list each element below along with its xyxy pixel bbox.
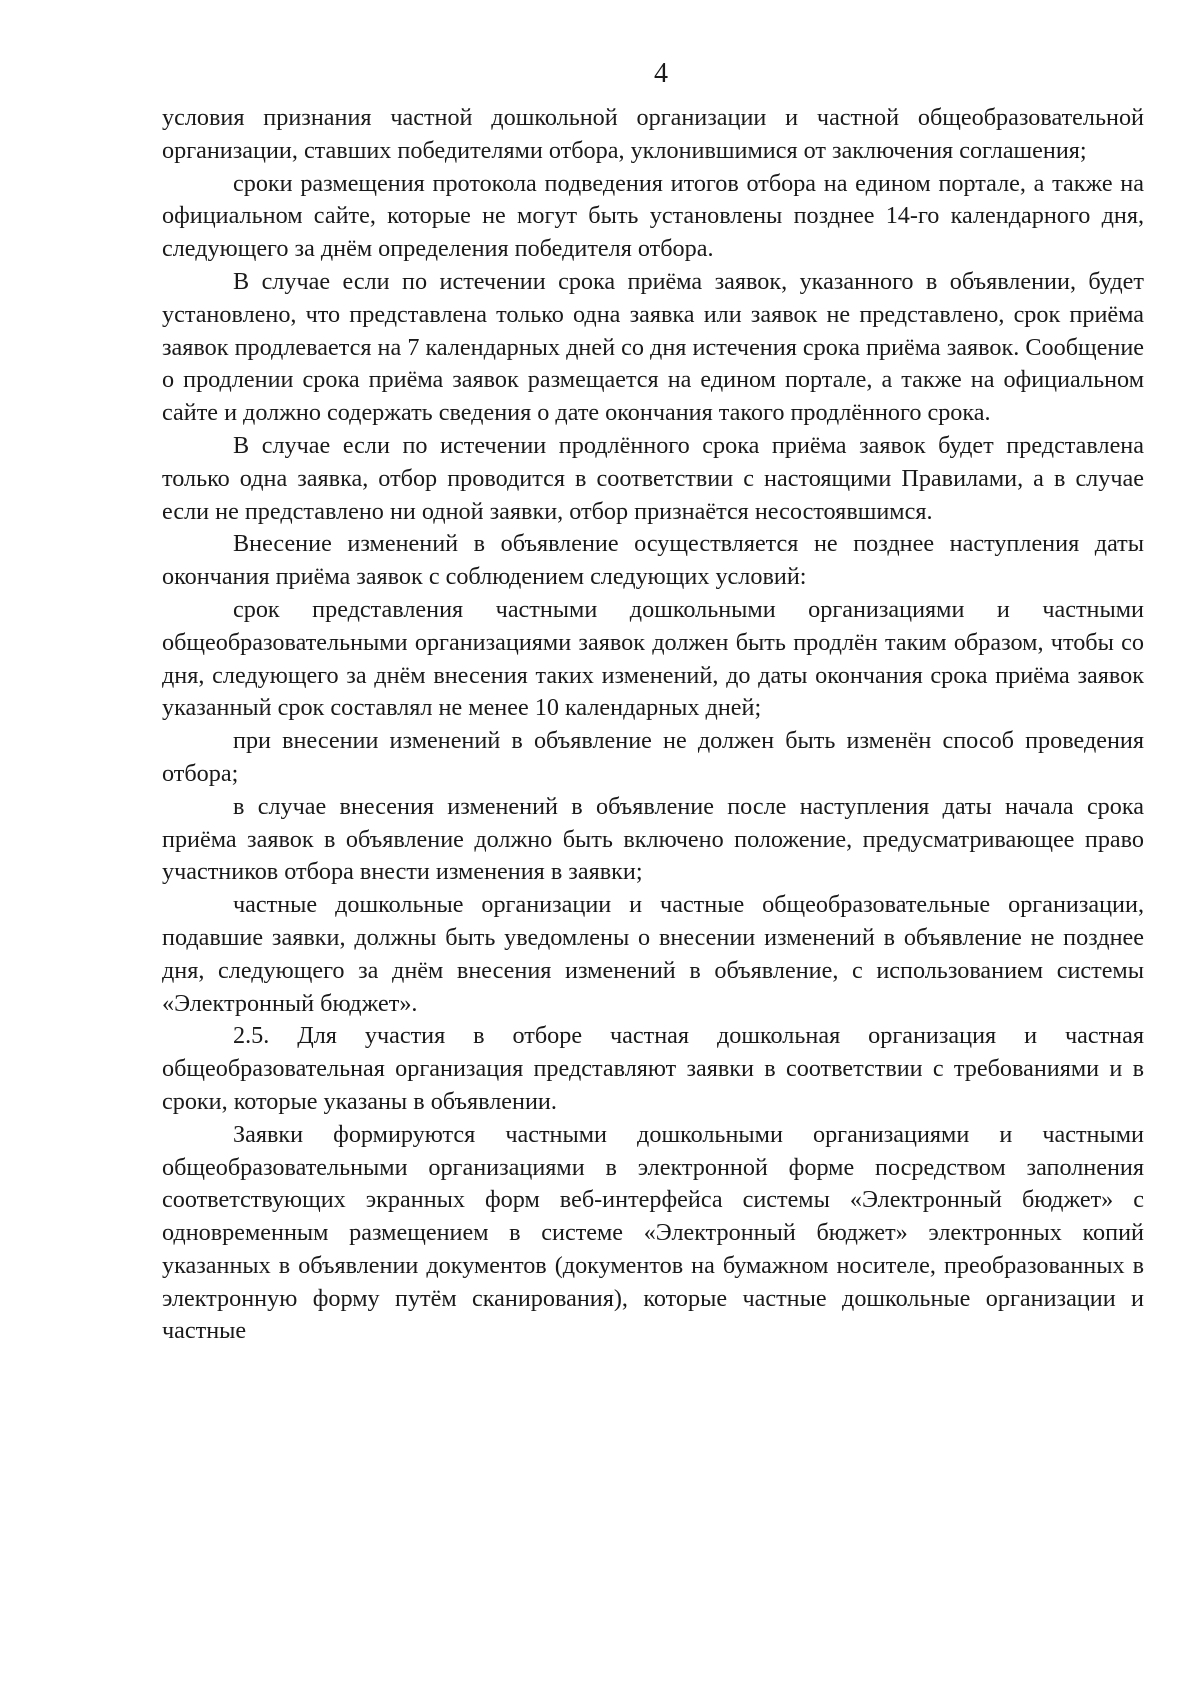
document-body [162, 102, 1144, 1348]
page-number: 4 [654, 58, 668, 89]
paragraph-8: в случае внесения изменений в объявление после наступления даты начала срока приёма заявок в объявление должно быть включено положение, предусматривающее право участников отбора внести изменения в заявки; [162, 792, 1144, 886]
paragraph-7: при внесении изменений в объявление не должен быть изменён способ проведения отбора; [162, 727, 1144, 787]
paragraph-9: частные дошкольные организации и частные общеобразовательные организации, подавшие заявки, должны быть уведомлены о внесении изменений в объявление не позднее дня, следующего за днём внесения изменений в объявление, с использованием системы «Электронный бюджет». [162, 891, 1144, 1017]
paragraph-5: Внесение изменений в объявление осуществляется не позднее наступления даты окончания приёма заявок с соблюдением следующих условий: [162, 530, 1144, 591]
paragraph-11: Заявки формируются частными дошкольными организациями и частными общеобразовательными организациями в электронной форме посредством заполнения соответствующих экранных форм веб-интерфейса системы «Электронный бюджет» с одновременным размещением в системе «Электронный бюджет» электронных копий указанных в объявлении документов (документов на бумажном носителе, преобразованных в электронную форму путём сканирования), которые частные дошкольные организации и частные [162, 1120, 1144, 1345]
paragraph-4: В случае если по истечении продлённого срока приёма заявок будет представлена только одна заявка, отбор проводится в соответствии с настоящими Правилами, а в случае если не представлено ни одной заявки, отбор признаётся несостоявшимся. [162, 431, 1144, 525]
paragraph-6: срок представления частными дошкольными организациями и частными общеобразовательными организациями заявок должен быть продлён таким образом, чтобы со дня, следующего за днём внесения таких изменений, до даты окончания срока приёма заявок указанный срок составлял не менее 10 календарных дней; [162, 595, 1144, 722]
paragraph-10: 2.5. Для участия в отборе частная дошкольная организация и частная общеобразовательная организация представляют заявки в соответствии с требованиями и в сроки, которые указаны в объявлении. [162, 1022, 1144, 1115]
paragraph-2: сроки размещения протокола подведения итогов отбора на едином портале, а также на официальном сайте, которые не могут быть установлены позднее 14-го календарного дня, следующего за днём определения победителя отбора. [162, 169, 1144, 263]
paragraph-1-continuation: условия признания частной дошкольной организации и частной общеобразовательной организации, ставших победителями отбора, уклонившимися от заключения соглашения; [162, 104, 1144, 164]
paragraph-3: В случае если по истечении срока приёма заявок, указанного в объявлении, будет установлено, что представлена только одна заявка или заявок не представлено, срок приёма заявок продлевается на 7 календарных дней со дня истечения срока приёма заявок. Сообщение о продлении срока приёма заявок размещается на едином портале, а также на официальном сайте и должно содержать сведения о дате окончания такого продлённого срока. [162, 267, 1144, 427]
